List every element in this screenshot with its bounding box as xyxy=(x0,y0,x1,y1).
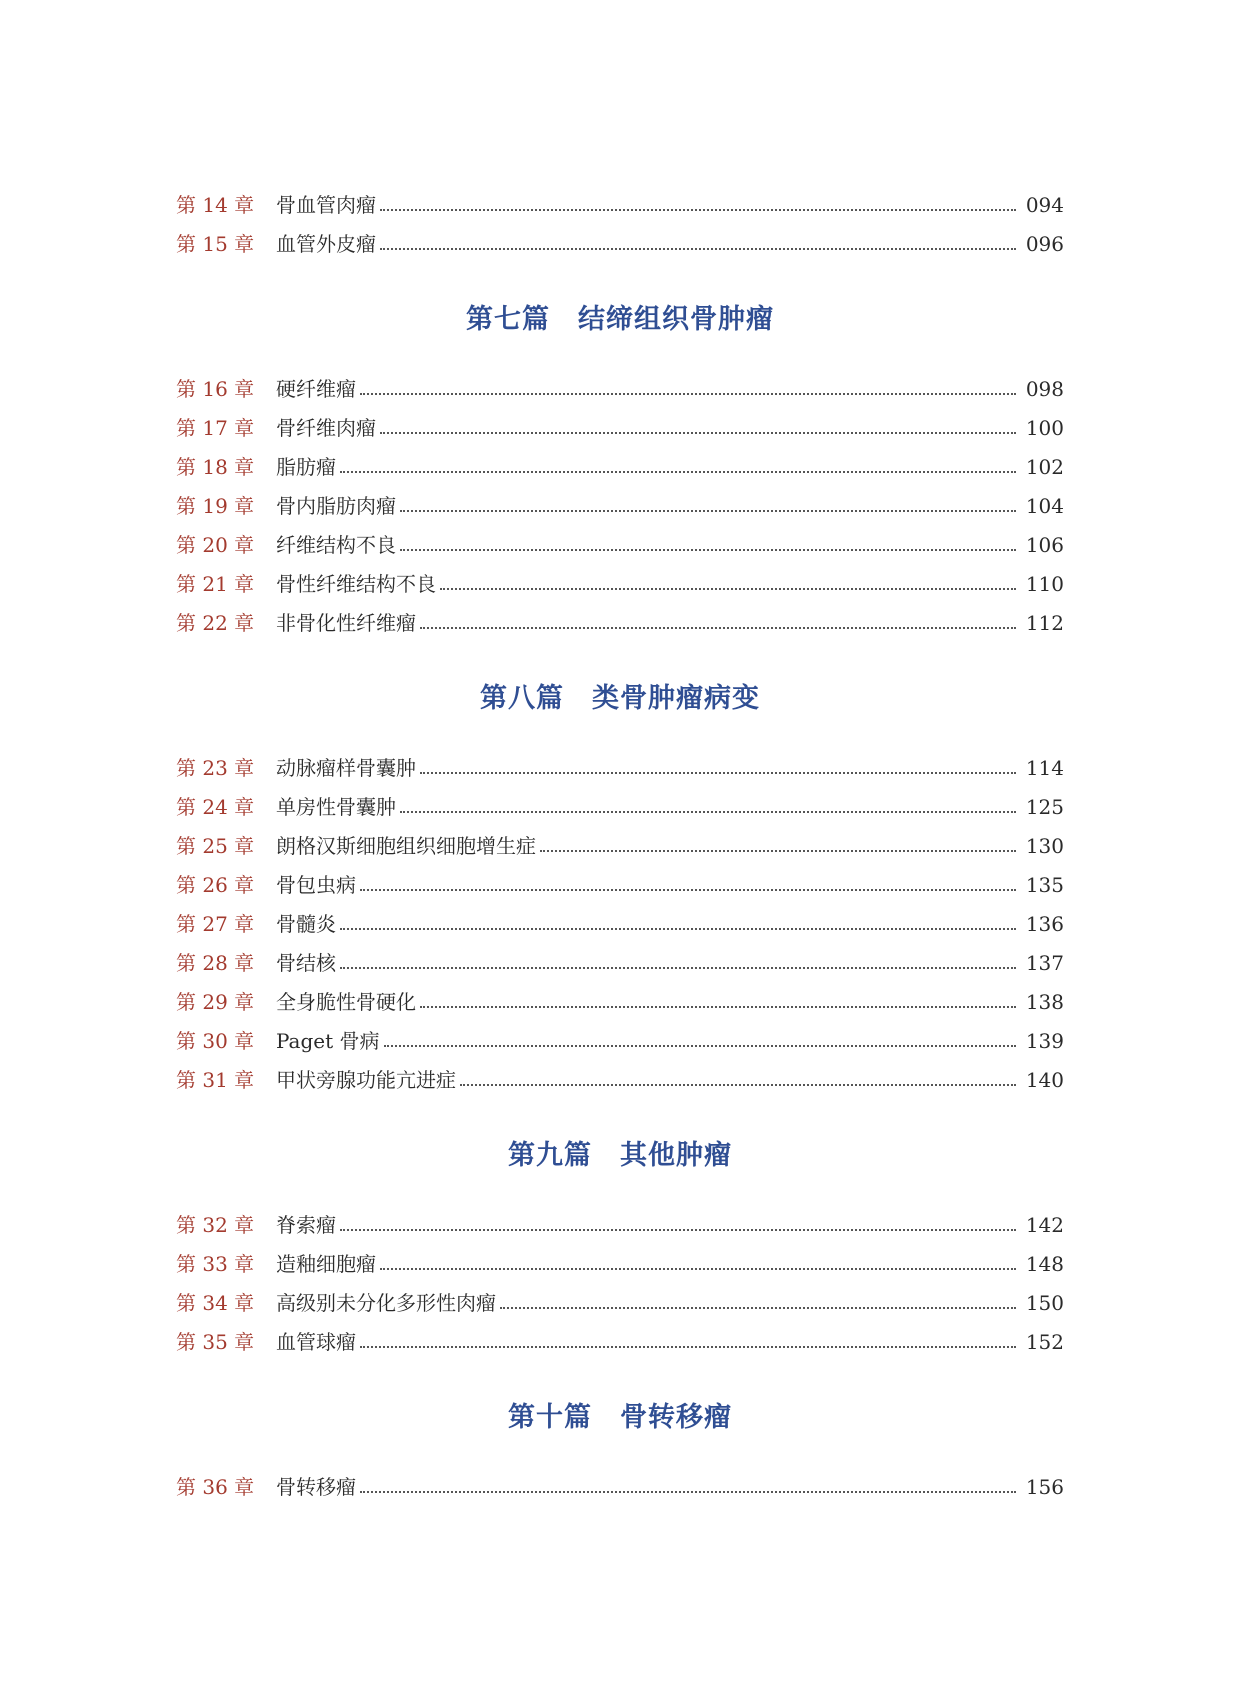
page-number: 135 xyxy=(1025,873,1064,897)
leader-dots xyxy=(420,1006,1016,1008)
table-of-contents xyxy=(176,186,1064,1507)
toc-entry[interactable] xyxy=(176,225,1064,264)
chapter-title: 全身脆性骨硬化 xyxy=(276,990,416,1014)
toc-entry[interactable] xyxy=(176,565,1064,604)
toc-entry[interactable] xyxy=(176,827,1064,866)
chapter-title: 血管外皮瘤 xyxy=(276,232,376,256)
chapter-title: Paget 骨病 xyxy=(276,1029,380,1053)
chapter-title: 骨髓炎 xyxy=(276,912,336,936)
leader-dots xyxy=(380,209,1016,211)
chapter-title: 骨内脂肪肉瘤 xyxy=(276,494,396,518)
chapter-number: 第 28 章 xyxy=(176,951,255,975)
chapter-title: 骨包虫病 xyxy=(276,873,356,897)
leader-dots xyxy=(340,471,1016,473)
chapter-number: 第 16 章 xyxy=(176,377,255,401)
page-number: 104 xyxy=(1025,494,1064,518)
chapter-number: 第 18 章 xyxy=(176,455,255,479)
leader-dots xyxy=(440,588,1016,590)
chapter-number: 第 32 章 xyxy=(176,1213,255,1237)
leader-dots xyxy=(384,1045,1016,1047)
part-heading: 第八篇 类骨肿瘤病变 xyxy=(480,683,760,714)
leader-dots xyxy=(400,549,1016,551)
page-number: 112 xyxy=(1025,611,1064,635)
leader-dots xyxy=(460,1084,1016,1086)
page-number: 139 xyxy=(1025,1029,1064,1053)
chapter-title: 硬纤维瘤 xyxy=(276,377,356,401)
page-number: 138 xyxy=(1025,990,1064,1014)
leader-dots xyxy=(380,248,1016,250)
page-number: 148 xyxy=(1025,1252,1064,1276)
chapter-title: 骨性纤维结构不良 xyxy=(276,572,436,596)
chapter-number: 第 21 章 xyxy=(176,572,255,596)
chapter-title: 甲状旁腺功能亢进症 xyxy=(276,1068,456,1092)
leader-dots xyxy=(540,850,1016,852)
toc-entry[interactable] xyxy=(176,487,1064,526)
toc-entry[interactable] xyxy=(176,788,1064,827)
toc-entry[interactable] xyxy=(176,1061,1064,1100)
leader-dots xyxy=(360,1346,1016,1348)
chapter-title: 血管球瘤 xyxy=(276,1330,356,1354)
chapter-number: 第 31 章 xyxy=(176,1068,255,1092)
chapter-number: 第 15 章 xyxy=(176,232,255,256)
chapter-number: 第 20 章 xyxy=(176,533,255,557)
page-number: 106 xyxy=(1025,533,1064,557)
toc-entry[interactable] xyxy=(176,1245,1064,1284)
chapter-title: 非骨化性纤维瘤 xyxy=(276,611,416,635)
leader-dots xyxy=(380,1268,1016,1270)
leader-dots xyxy=(360,1491,1016,1493)
chapter-title: 骨结核 xyxy=(276,951,336,975)
toc-section xyxy=(176,370,1064,643)
chapter-title: 骨转移瘤 xyxy=(276,1475,356,1499)
page-number: 140 xyxy=(1025,1068,1064,1092)
part-heading: 第七篇 结缔组织骨肿瘤 xyxy=(466,304,774,335)
chapter-title: 骨纤维肉瘤 xyxy=(276,416,376,440)
chapter-number: 第 24 章 xyxy=(176,795,255,819)
leader-dots xyxy=(360,393,1016,395)
chapter-title: 骨血管肉瘤 xyxy=(276,193,376,217)
chapter-number: 第 29 章 xyxy=(176,990,255,1014)
leader-dots xyxy=(400,510,1016,512)
page-number: 125 xyxy=(1025,795,1064,819)
toc-entry[interactable] xyxy=(176,866,1064,905)
chapter-number: 第 14 章 xyxy=(176,193,255,217)
toc-entry[interactable] xyxy=(176,604,1064,643)
chapter-title: 高级别未分化多形性肉瘤 xyxy=(276,1291,496,1315)
toc-entry[interactable] xyxy=(176,983,1064,1022)
page-number: 150 xyxy=(1025,1291,1064,1315)
page-number: 142 xyxy=(1025,1213,1064,1237)
toc-section xyxy=(176,1468,1064,1507)
chapter-number: 第 30 章 xyxy=(176,1029,255,1053)
chapter-title: 单房性骨囊肿 xyxy=(276,795,396,819)
leader-dots xyxy=(400,811,1016,813)
page-number: 102 xyxy=(1025,455,1064,479)
toc-entry[interactable] xyxy=(176,1022,1064,1061)
chapter-title: 动脉瘤样骨囊肿 xyxy=(276,756,416,780)
page-number: 114 xyxy=(1025,756,1064,780)
chapter-number: 第 22 章 xyxy=(176,611,255,635)
toc-entry[interactable] xyxy=(176,1468,1064,1507)
toc-entry[interactable] xyxy=(176,1323,1064,1362)
toc-entry[interactable] xyxy=(176,186,1064,225)
chapter-number: 第 33 章 xyxy=(176,1252,255,1276)
page-number: 094 xyxy=(1025,193,1064,217)
part-heading: 第十篇 骨转移瘤 xyxy=(508,1402,732,1433)
leader-dots xyxy=(360,889,1016,891)
page-number: 152 xyxy=(1025,1330,1064,1354)
page-number: 137 xyxy=(1025,951,1064,975)
toc-entry[interactable] xyxy=(176,409,1064,448)
toc-entry[interactable] xyxy=(176,1284,1064,1323)
leader-dots xyxy=(340,928,1016,930)
toc-entry[interactable] xyxy=(176,905,1064,944)
chapter-number: 第 34 章 xyxy=(176,1291,255,1315)
chapter-number: 第 25 章 xyxy=(176,834,255,858)
leader-dots xyxy=(420,772,1016,774)
page-number: 096 xyxy=(1025,232,1064,256)
chapter-number: 第 26 章 xyxy=(176,873,255,897)
part-heading: 第九篇 其他肿瘤 xyxy=(508,1140,732,1171)
page-number: 156 xyxy=(1025,1475,1064,1499)
page-number: 136 xyxy=(1025,912,1064,936)
chapter-title: 脂肪瘤 xyxy=(276,455,336,479)
chapter-title: 朗格汉斯细胞组织细胞增生症 xyxy=(276,834,536,858)
leader-dots xyxy=(340,1229,1016,1231)
toc-section xyxy=(176,186,1064,264)
chapter-title: 脊索瘤 xyxy=(276,1213,336,1237)
page-number: 098 xyxy=(1025,377,1064,401)
page-number: 130 xyxy=(1025,834,1064,858)
toc-entry[interactable] xyxy=(176,448,1064,487)
chapter-number: 第 23 章 xyxy=(176,756,255,780)
chapter-number: 第 27 章 xyxy=(176,912,255,936)
chapter-number: 第 19 章 xyxy=(176,494,255,518)
toc-entry[interactable] xyxy=(176,944,1064,983)
toc-entry[interactable] xyxy=(176,370,1064,409)
leader-dots xyxy=(500,1307,1016,1309)
chapter-title: 造釉细胞瘤 xyxy=(276,1252,376,1276)
chapter-number: 第 36 章 xyxy=(176,1475,255,1499)
toc-section xyxy=(176,749,1064,1100)
page-number: 100 xyxy=(1025,416,1064,440)
toc-section xyxy=(176,1206,1064,1362)
leader-dots xyxy=(420,627,1016,629)
leader-dots xyxy=(340,967,1016,969)
leader-dots xyxy=(380,432,1016,434)
toc-entry[interactable] xyxy=(176,749,1064,788)
chapter-number: 第 17 章 xyxy=(176,416,255,440)
toc-entry[interactable] xyxy=(176,1206,1064,1245)
page-number: 110 xyxy=(1025,572,1064,596)
chapter-title: 纤维结构不良 xyxy=(276,533,396,557)
toc-entry[interactable] xyxy=(176,526,1064,565)
chapter-number: 第 35 章 xyxy=(176,1330,255,1354)
